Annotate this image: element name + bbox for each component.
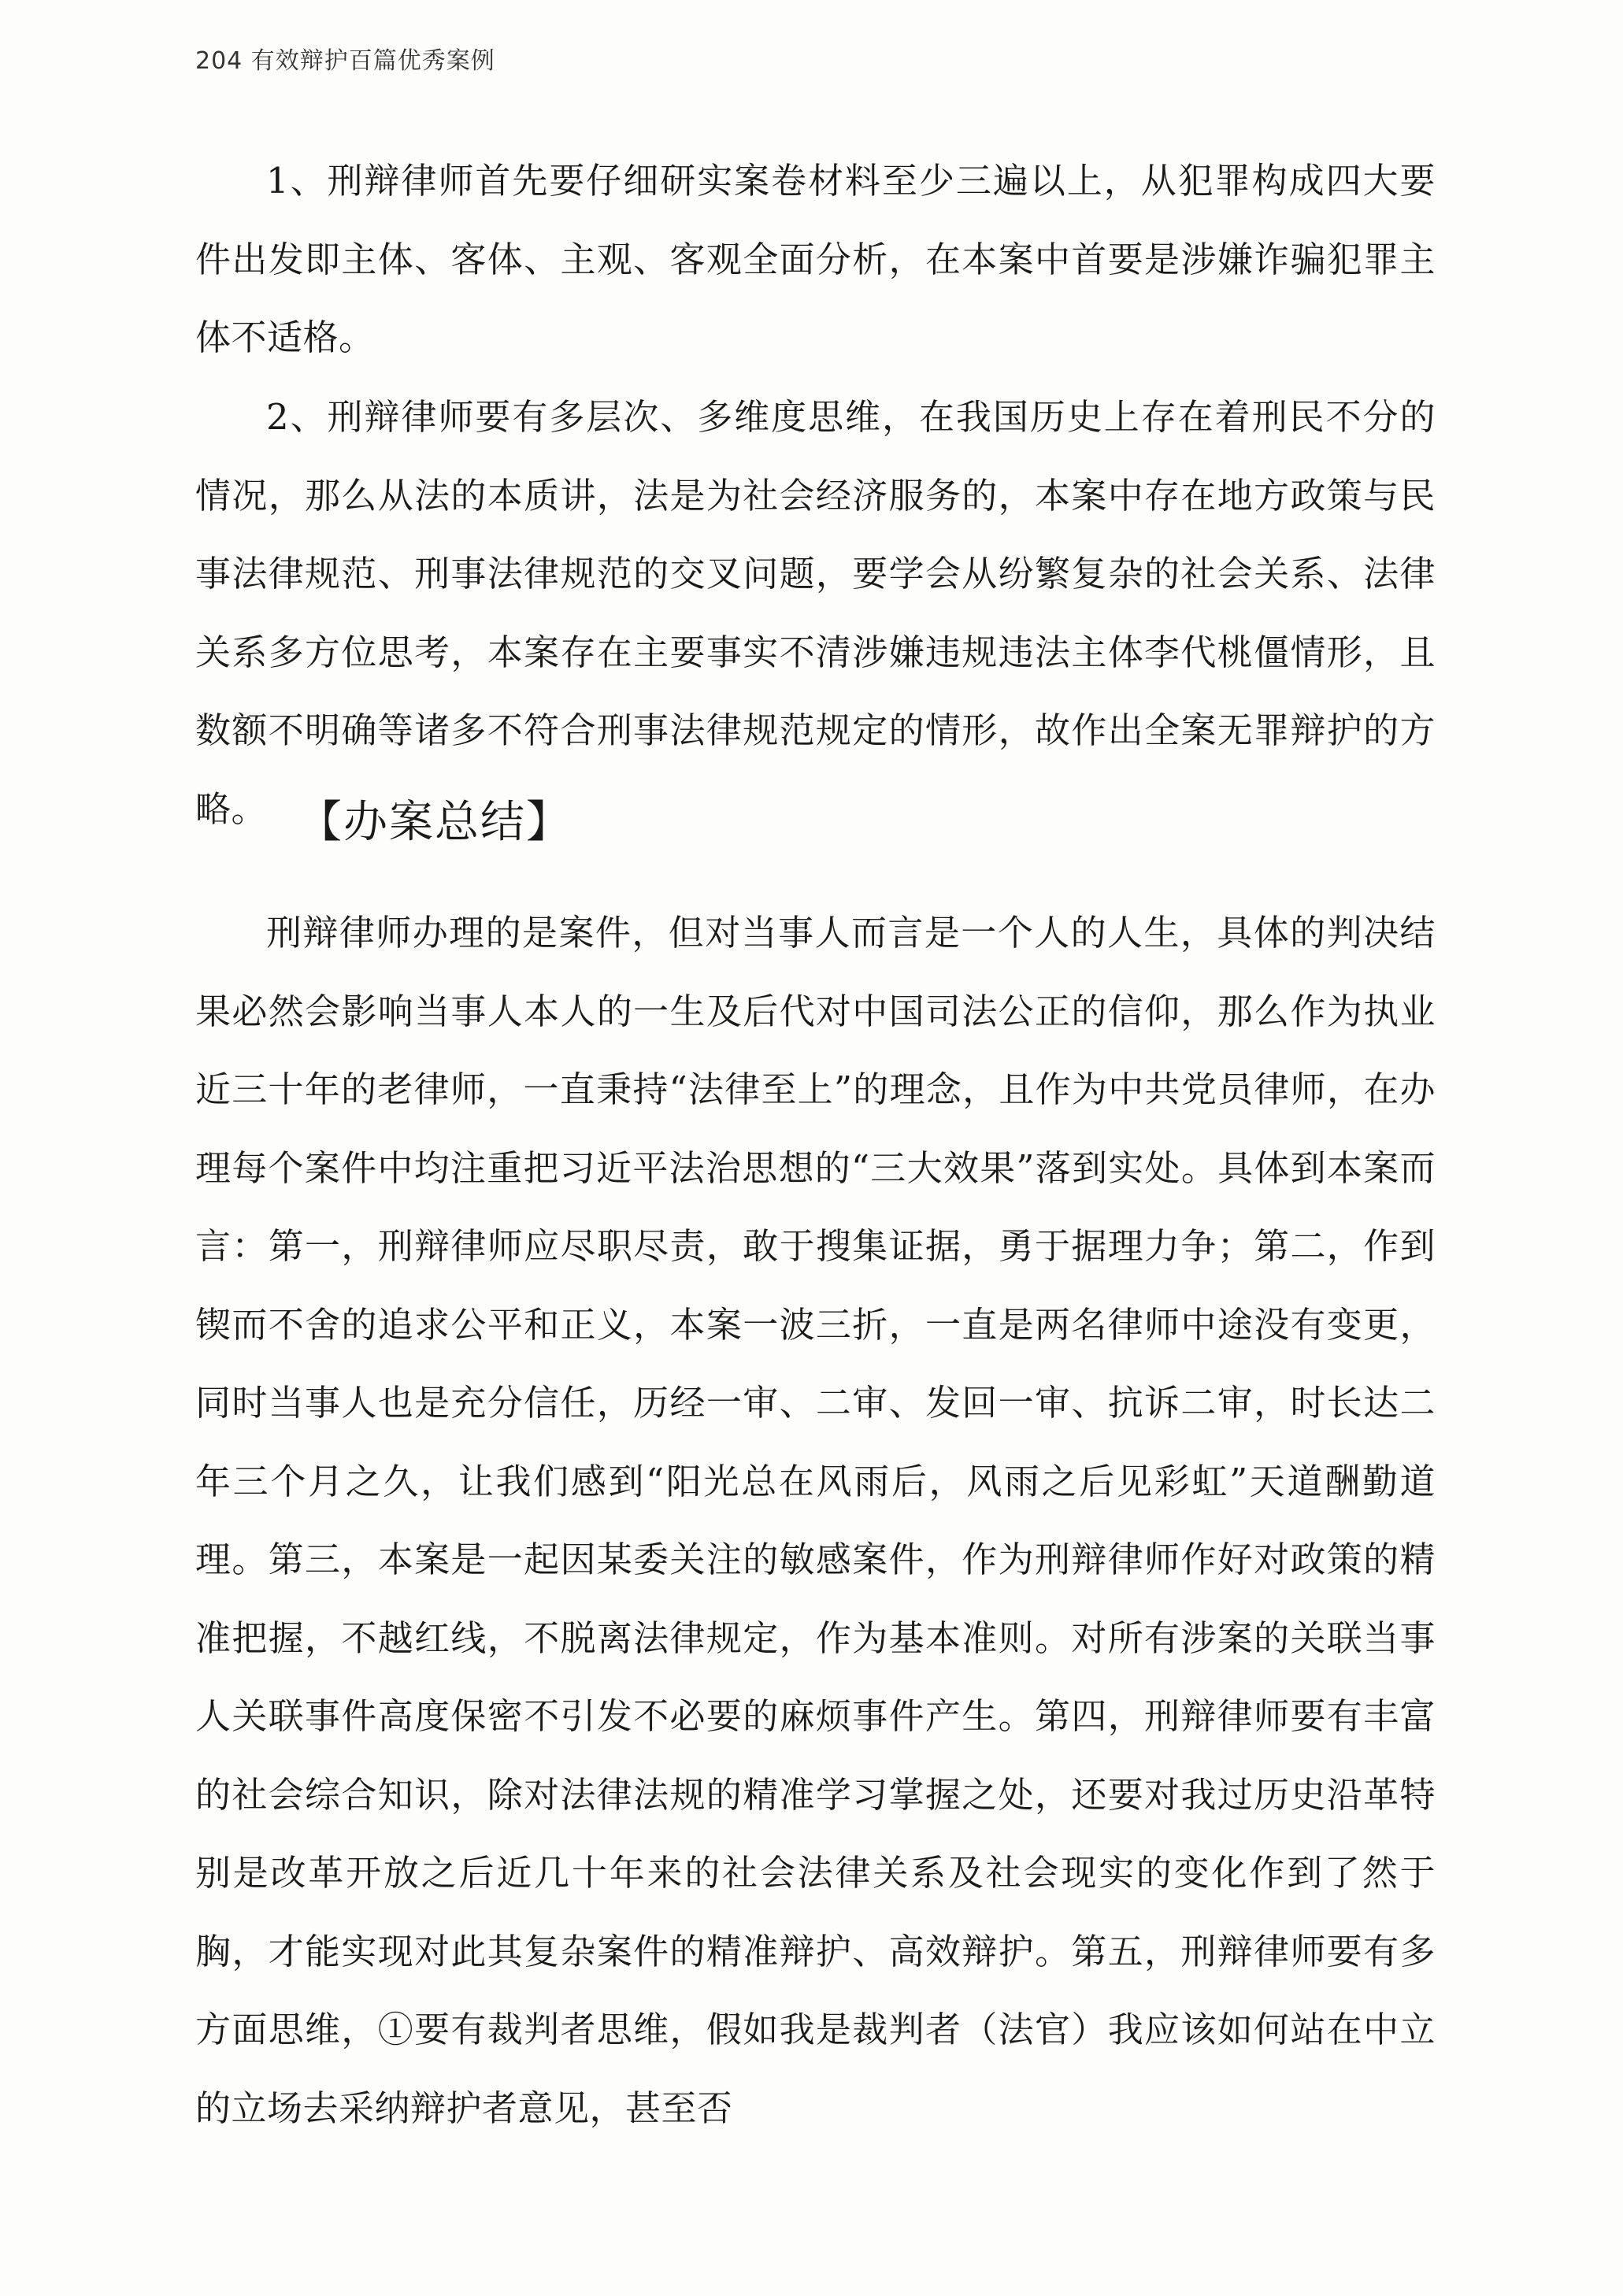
- running-header: 204 有效辩护百篇优秀案例: [195, 47, 495, 75]
- paragraph-2: 2、刑辩律师要有多层次、多维度思维，在我国历史上存在着刑民不分的情况，那么从法的本质讲，法是为社会经济服务的，本案中存在地方政策与民事法律规范、刑事法律规范的交叉问题，要学会从纷繁复杂的社会关系、法律关系多方位思考，本案存在主要事实不清涉嫌违规违法主体李代桃僵情形，且数额不明确等诸多不符合刑事法律规范规定的情形，故作出全案无罪辩护的方略。: [195, 396, 1436, 830]
- paragraph-3: 刑辩律师办理的是案件，但对当事人而言是一个人的人生，具体的判决结果必然会影响当事人本人的一生及后代对中国司法公正的信仰，那么作为执业近三十年的老律师，一直秉持“法律至上”的理念，且作为中共党员律师，在办理每个案件中均注重把习近平法治思想的“三大效果”落到实处。具体到本案而言：第一，刑辩律师应尽职尽责，敢于搜集证据，勇于据理力争；第二，作到锲而不舍的追求公平和正义，本案一波三折，一直是两名律师中途没有变更，同时当事人也是充分信任，历经一审、二审、发回一审、抗诉二审，时长达二年三个月之久，让我们感到“阳光总在风雨后，风雨之后见彩虹”天道酬勤道理。第三，本案是一起因某委关注的敏感案件，作为刑辩律师作好对政策的精准把握，不越红线，不脱离法律规定，作为基本准则。对所有涉案的关联当事人关联事件高度保密不引发不必要的麻烦事件产生。第四，刑辩律师要有丰富的社会综合知识，除对法律法规的精准学习掌握之处，还要对我过历史沿革特别是改革开放之后近几十年来的社会法律关系及社会现实的变化作到了然于胸，才能实现对此其复杂案件的精准辩护、高效辩护。第五，刑辩律师要有多方面思维，①要有裁判者思维，假如我是裁判者（法官）我应该如何站在中立的立场去采纳辩护者意见，甚至否: [195, 912, 1436, 2129]
- paragraph-block-3: [195, 894, 1436, 2147]
- section-heading: 【办案总结】: [298, 797, 572, 848]
- paragraph-block-2: [195, 378, 1436, 848]
- paragraph-1: 1、刑辩律师首先要仔细研实案卷材料至少三遍以上，从犯罪构成四大要件出发即主体、客体、主观、客观全面分析，在本案中首要是涉嫌诈骗犯罪主体不适格。: [195, 160, 1436, 358]
- paragraph-block-1: [195, 142, 1436, 377]
